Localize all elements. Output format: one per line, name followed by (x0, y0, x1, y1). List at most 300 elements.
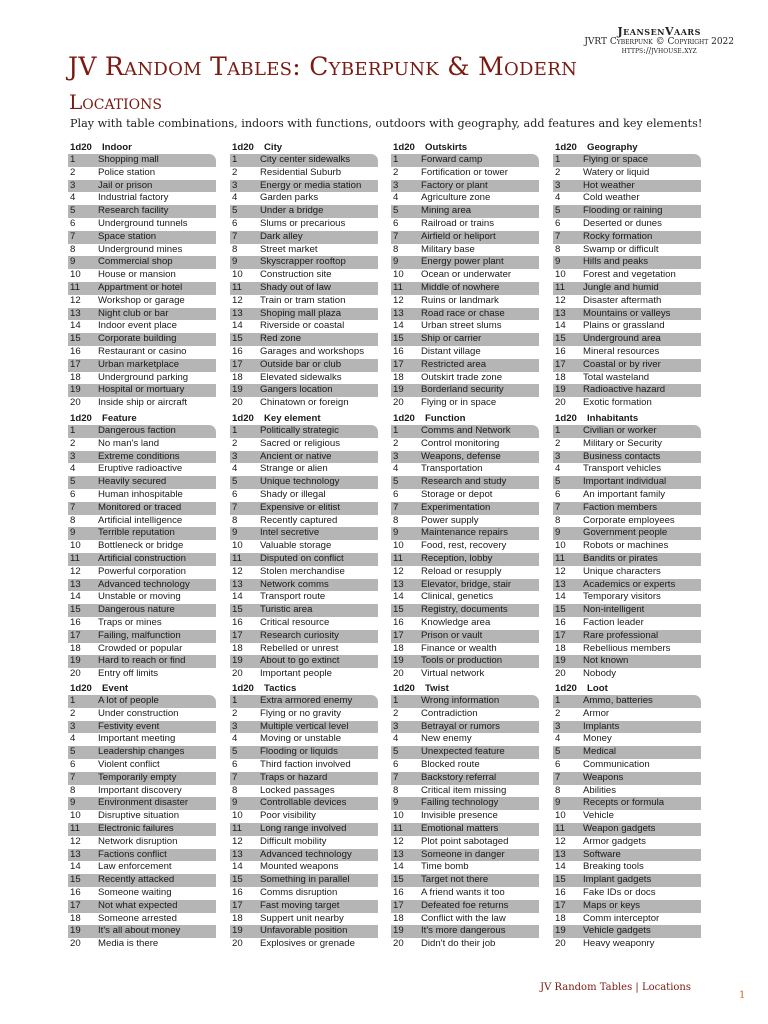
row-entry: Urban street slums (421, 320, 502, 332)
table-name: Indoor (102, 142, 132, 153)
page-number: 1 (739, 990, 746, 1001)
row-entry: Ancient or native (260, 450, 332, 462)
row-entry: Industrial factory (98, 192, 169, 204)
table-row (230, 823, 378, 836)
row-number: 18 (555, 912, 566, 924)
table-key-element (230, 412, 378, 681)
row-number: 8 (555, 514, 561, 526)
row-number: 4 (232, 463, 238, 475)
row-number: 1 (232, 425, 238, 436)
row-number: 12 (555, 565, 566, 577)
table-row (68, 836, 216, 849)
row-entry: Plains or grassland (583, 320, 665, 332)
table-row (230, 397, 378, 410)
row-number: 7 (232, 230, 238, 242)
row-number: 14 (232, 320, 243, 332)
row-number: 9 (70, 256, 76, 268)
table-row (391, 772, 539, 785)
row-entry: Network comms (260, 578, 329, 590)
row-entry: Eruptive radioactive (98, 463, 183, 475)
row-number: 14 (393, 591, 404, 603)
row-number: 6 (232, 488, 238, 500)
row-entry: Armor (583, 707, 610, 719)
row-number: 13 (555, 307, 566, 319)
row-entry: Not known (583, 655, 629, 667)
row-entry: Law enforcement (98, 861, 172, 873)
row-number: 12 (555, 294, 566, 306)
row-entry: Flying or in space (421, 397, 497, 409)
row-entry: Watery or liquid (583, 166, 650, 178)
row-entry: House or mansion (98, 269, 176, 281)
row-number: 8 (232, 514, 238, 526)
row-entry: Human inhospitable (98, 488, 183, 500)
die-label: 1d20 (232, 683, 254, 694)
table-row (391, 244, 539, 257)
row-number: 5 (232, 476, 238, 488)
row-entry: Artificial construction (98, 552, 186, 564)
row-entry: Transportation (421, 463, 483, 475)
row-number: 1 (393, 154, 399, 165)
table-name: City (264, 142, 283, 153)
table-row (230, 244, 378, 257)
table-row (68, 849, 216, 862)
row-entry: Reception, lobby (421, 552, 493, 564)
row-entry: Recepts or formula (583, 797, 665, 809)
table-row (68, 451, 216, 464)
table-row (230, 527, 378, 540)
row-entry: Valuable storage (260, 540, 332, 552)
table-row (391, 308, 539, 321)
row-number: 16 (393, 345, 404, 357)
row-number: 20 (555, 938, 566, 950)
table-twist (391, 682, 539, 951)
row-number: 17 (232, 899, 243, 911)
row-entry: Unexpected feature (421, 746, 505, 758)
row-entry: It's more dangerous (421, 925, 506, 937)
row-entry: Bottleneck or bridge (98, 540, 184, 552)
table-row (230, 295, 378, 308)
row-number: 3 (393, 179, 399, 191)
row-entry: Blocked route (421, 758, 480, 770)
table-row (230, 836, 378, 849)
table-row (230, 154, 378, 167)
row-entry: Appartment or hotel (98, 281, 183, 293)
table-row (391, 733, 539, 746)
row-entry: Mineral resources (583, 345, 660, 357)
footer-text: JV Random Tables | Locations (540, 982, 691, 993)
table-row (553, 425, 701, 438)
row-entry: Plot point sabotaged (421, 835, 509, 847)
row-entry: Artificial intelligence (98, 514, 183, 526)
row-number: 5 (232, 205, 238, 217)
row-entry: Rebelled or unrest (260, 642, 339, 654)
row-number: 6 (555, 217, 561, 229)
row-number: 19 (232, 925, 243, 937)
table-row (68, 553, 216, 566)
table-row (553, 451, 701, 464)
row-entry: City center sidewalks (260, 154, 351, 165)
row-entry: An important family (583, 488, 666, 500)
table-row (553, 320, 701, 333)
row-number: 18 (70, 371, 81, 383)
row-entry: Flying or no gravity (260, 707, 342, 719)
row-entry: Shoping mall plaza (260, 307, 342, 319)
table-row (553, 359, 701, 372)
row-number: 5 (70, 205, 76, 217)
row-number: 15 (232, 333, 243, 345)
row-number: 16 (232, 345, 243, 357)
table-row (553, 643, 701, 656)
table-row (68, 476, 216, 489)
row-number: 4 (555, 192, 561, 204)
table-row (553, 617, 701, 630)
row-number: 2 (232, 437, 238, 449)
row-entry: Recently captured (260, 514, 338, 526)
table-row (68, 746, 216, 759)
table-row (553, 874, 701, 887)
row-entry: Recently attacked (98, 874, 175, 886)
table-name: Geography (587, 142, 638, 153)
row-entry: Environment disaster (98, 797, 189, 809)
table-row (230, 925, 378, 938)
row-number: 5 (555, 205, 561, 217)
row-number: 17 (232, 358, 243, 370)
row-number: 20 (70, 397, 81, 409)
row-entry: Flying or space (583, 154, 649, 165)
table-row (68, 785, 216, 798)
row-number: 3 (70, 179, 76, 191)
table-row (391, 451, 539, 464)
row-number: 20 (70, 668, 81, 680)
row-number: 17 (70, 358, 81, 370)
row-number: 6 (393, 758, 399, 770)
table-row (553, 372, 701, 385)
row-number: 20 (232, 397, 243, 409)
table-row (391, 823, 539, 836)
table-row (553, 925, 701, 938)
table-row (68, 320, 216, 333)
row-number: 2 (70, 437, 76, 449)
table-row (68, 463, 216, 476)
row-number: 17 (393, 629, 404, 641)
row-entry: Research and study (421, 476, 507, 488)
row-entry: Betrayal or rumors (421, 720, 500, 732)
row-number: 18 (555, 371, 566, 383)
row-number: 15 (393, 874, 404, 886)
table-row (553, 566, 701, 579)
table-row (553, 476, 701, 489)
row-number: 3 (70, 720, 76, 732)
row-entry: Important discovery (98, 784, 182, 796)
row-entry: Energy or media station (260, 179, 362, 191)
row-number: 4 (70, 733, 76, 745)
row-entry: Abilities (583, 784, 617, 796)
row-entry: Software (583, 848, 621, 860)
table-row (68, 721, 216, 734)
row-number: 16 (555, 886, 566, 898)
table-row (230, 643, 378, 656)
row-entry: Virtual network (421, 668, 485, 680)
table-row (391, 515, 539, 528)
row-number: 18 (555, 642, 566, 654)
table-row (230, 810, 378, 823)
row-number: 17 (393, 358, 404, 370)
row-entry: Flooding or liquids (260, 746, 338, 758)
table-row (68, 772, 216, 785)
row-number: 8 (70, 784, 76, 796)
row-number: 15 (232, 874, 243, 886)
row-number: 9 (393, 797, 399, 809)
copyright-line: JVRT Cyberpunk © Copyright 2022 (584, 36, 734, 47)
row-number: 16 (555, 616, 566, 628)
table-row (68, 192, 216, 205)
table-geography (553, 141, 701, 410)
row-entry: Agriculture zone (421, 192, 491, 204)
row-entry: Not what expected (98, 899, 178, 911)
row-number: 4 (393, 733, 399, 745)
row-entry: Fast moving target (260, 899, 340, 911)
row-entry: Heavy weaponry (583, 938, 655, 950)
table-row (553, 295, 701, 308)
row-entry: Extreme conditions (98, 450, 180, 462)
table-row (68, 925, 216, 938)
table-header (391, 412, 539, 425)
row-number: 10 (232, 269, 243, 281)
row-entry: Critical resource (260, 616, 330, 628)
row-entry: Strange or alien (260, 463, 328, 475)
row-entry: Shopping mall (98, 154, 159, 165)
table-rows (230, 154, 378, 410)
row-entry: Ocean or underwater (421, 269, 512, 281)
table-row (68, 823, 216, 836)
row-number: 19 (232, 655, 243, 667)
table-row (230, 502, 378, 515)
table-row (391, 489, 539, 502)
table-row (68, 384, 216, 397)
row-number: 9 (232, 797, 238, 809)
table-row (68, 938, 216, 951)
table-row (553, 397, 701, 410)
row-entry: Train or tram station (260, 294, 346, 306)
row-number: 19 (70, 384, 81, 396)
table-row (553, 346, 701, 359)
table-row (553, 938, 701, 951)
table-row (553, 308, 701, 321)
row-number: 4 (393, 192, 399, 204)
table-row (553, 900, 701, 913)
row-number: 3 (555, 450, 561, 462)
row-entry: Indoor event place (98, 320, 177, 332)
row-entry: Unfavorable position (260, 925, 348, 937)
row-entry: Implants (583, 720, 620, 732)
row-entry: Ruins or landmark (421, 294, 499, 306)
row-number: 13 (232, 578, 243, 590)
row-entry: Turistic area (260, 604, 313, 616)
table-row (553, 810, 701, 823)
row-number: 11 (232, 822, 242, 834)
row-entry: Someone waiting (98, 886, 172, 898)
table-row (391, 218, 539, 231)
table-row (68, 244, 216, 257)
row-entry: Advanced technology (98, 578, 190, 590)
row-number: 10 (232, 540, 243, 552)
row-entry: Civilian or worker (583, 425, 657, 436)
table-row (230, 489, 378, 502)
table-row (230, 785, 378, 798)
row-number: 9 (70, 527, 76, 539)
row-entry: Controllable devices (260, 797, 347, 809)
row-number: 11 (70, 552, 80, 564)
website-url[interactable]: https://jvhouse.xyz (621, 45, 697, 55)
row-entry: Restaurant or casino (98, 345, 187, 357)
table-row (391, 269, 539, 282)
row-entry: Conflict with the law (421, 912, 506, 924)
row-entry: Weapons, defense (421, 450, 501, 462)
row-entry: Medical (583, 746, 617, 758)
row-entry: Airfield or heliport (421, 230, 496, 242)
row-number: 13 (555, 578, 566, 590)
row-entry: Control monitoring (421, 437, 500, 449)
row-entry: Time bomb (421, 861, 469, 873)
row-entry: Critical item missing (421, 784, 507, 796)
row-entry: No man's land (98, 437, 160, 449)
row-number: 13 (555, 848, 566, 860)
row-number: 7 (393, 771, 399, 783)
row-number: 17 (70, 899, 81, 911)
row-entry: Urban marketplace (98, 358, 180, 370)
row-entry: Ship or carrier (421, 333, 482, 345)
row-number: 1 (555, 695, 561, 706)
row-number: 2 (393, 166, 399, 178)
row-entry: Dark alley (260, 230, 303, 242)
table-row (553, 772, 701, 785)
table-row (553, 205, 701, 218)
row-number: 11 (555, 281, 565, 293)
row-number: 16 (555, 345, 566, 357)
row-number: 8 (70, 243, 76, 255)
row-entry: Comms and Network (421, 425, 511, 436)
row-number: 17 (232, 629, 243, 641)
row-entry: Robots or machines (583, 540, 669, 552)
row-number: 1 (393, 695, 399, 706)
table-row (230, 425, 378, 438)
table-row (391, 874, 539, 887)
table-row (230, 874, 378, 887)
row-number: 8 (555, 243, 561, 255)
table-row (230, 630, 378, 643)
table-row (68, 527, 216, 540)
row-entry: Didn't do their job (421, 938, 496, 950)
row-number: 1 (232, 154, 238, 165)
table-row (553, 759, 701, 772)
row-entry: Shady or illegal (260, 488, 326, 500)
table-row (391, 797, 539, 810)
die-label: 1d20 (70, 683, 92, 694)
table-row (68, 346, 216, 359)
row-entry: Rare professional (583, 629, 659, 641)
table-row (553, 438, 701, 451)
table-row (68, 913, 216, 926)
table-row (230, 515, 378, 528)
table-row (230, 384, 378, 397)
row-entry: Forward camp (421, 154, 483, 165)
row-entry: Transport route (260, 591, 326, 603)
row-number: 9 (555, 527, 561, 539)
row-entry: Long range involved (260, 822, 347, 834)
row-number: 5 (393, 205, 399, 217)
table-row (68, 397, 216, 410)
table-name: Feature (102, 413, 137, 424)
row-entry: Money (583, 733, 612, 745)
table-row (68, 154, 216, 167)
table-row (230, 733, 378, 746)
row-number: 15 (70, 333, 81, 345)
table-tactics (230, 682, 378, 951)
page-title: JV Random Tables: Cyberpunk & Modern (68, 52, 578, 81)
row-entry: Media is there (98, 938, 159, 950)
row-entry: Mounted weapons (260, 861, 339, 873)
row-entry: Mining area (421, 205, 472, 217)
row-number: 11 (70, 281, 80, 293)
row-number: 18 (70, 642, 81, 654)
row-number: 4 (555, 463, 561, 475)
row-entry: Traps or hazard (260, 771, 328, 783)
row-number: 10 (393, 540, 404, 552)
row-number: 19 (393, 925, 404, 937)
table-row (553, 604, 701, 617)
row-number: 20 (393, 668, 404, 680)
table-row (230, 333, 378, 346)
row-number: 14 (393, 320, 404, 332)
table-row (68, 502, 216, 515)
table-row (230, 708, 378, 721)
table-row (553, 463, 701, 476)
row-number: 10 (555, 269, 566, 281)
table-row (553, 231, 701, 244)
table-row (391, 668, 539, 681)
table-header (68, 412, 216, 425)
table-name: Event (102, 683, 129, 694)
row-entry: Inside ship or aircraft (98, 397, 188, 409)
row-entry: Vehicle gadgets (583, 925, 651, 937)
table-row (391, 502, 539, 515)
row-entry: A friend wants it too (421, 886, 505, 898)
row-entry: Hot weather (583, 179, 635, 191)
row-entry: Defeated foe returns (421, 899, 509, 911)
row-entry: Elevator, bridge, stair (421, 578, 512, 590)
table-row (553, 515, 701, 528)
die-label: 1d20 (232, 413, 254, 424)
row-number: 13 (232, 307, 243, 319)
row-entry: Explosives or grenade (260, 938, 355, 950)
row-entry: Military base (421, 243, 475, 255)
row-entry: About to go extinct (260, 655, 340, 667)
table-row (68, 295, 216, 308)
table-row (391, 397, 539, 410)
row-entry: Street market (260, 243, 318, 255)
table-row (391, 154, 539, 167)
row-entry: Important meeting (98, 733, 176, 745)
row-entry: Outskirt trade zone (421, 371, 503, 383)
row-entry: Third faction involved (260, 758, 351, 770)
row-number: 12 (232, 565, 243, 577)
row-entry: Comms disruption (260, 886, 338, 898)
table-row (68, 759, 216, 772)
row-number: 3 (232, 450, 238, 462)
row-number: 7 (70, 771, 76, 783)
row-entry: New enemy (421, 733, 472, 745)
table-row (553, 167, 701, 180)
